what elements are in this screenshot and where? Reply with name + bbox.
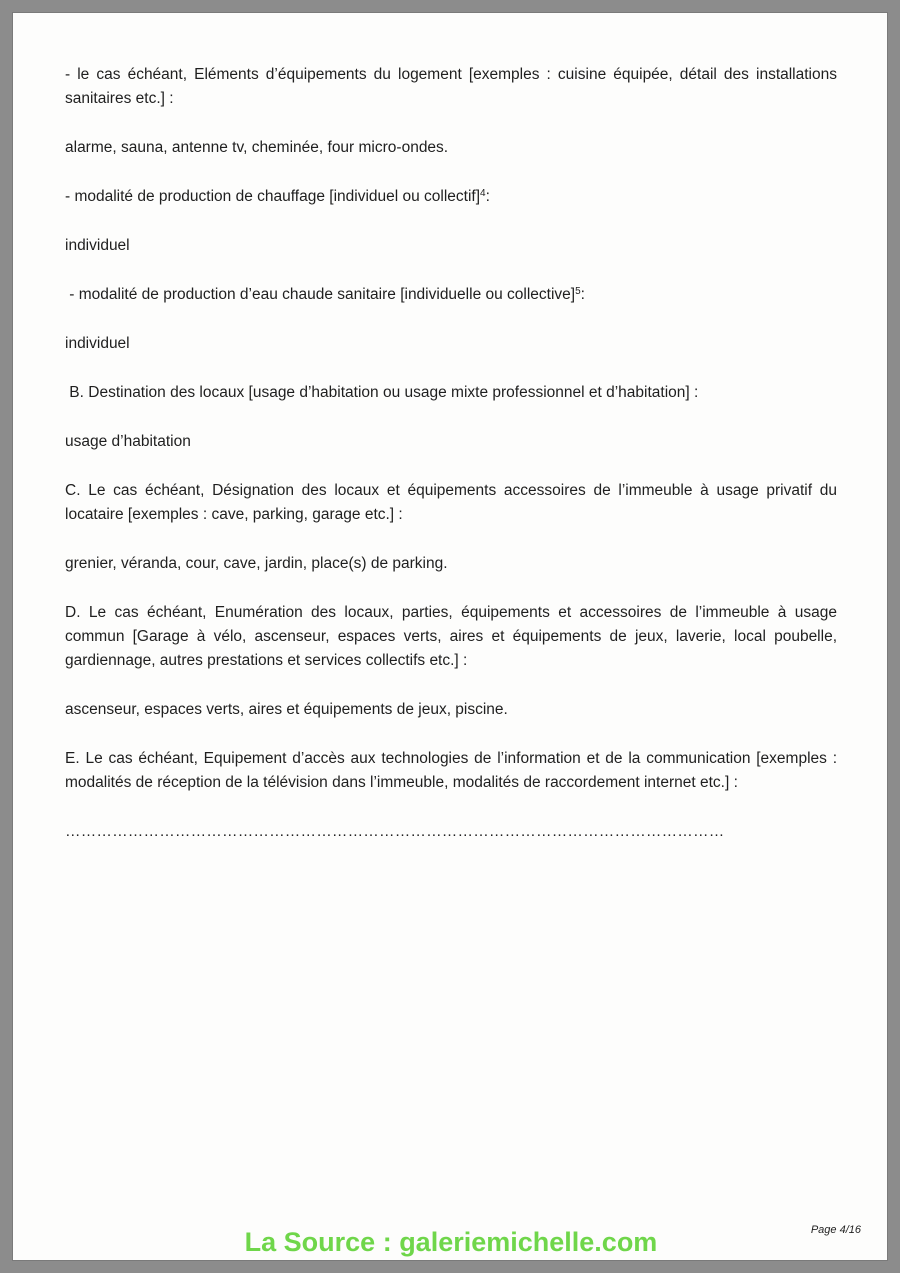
section-d-heading: D. Le cas échéant, Enumération des locaux, parties, équipements et accessoires de l’immeuble à usage commun [Garage à vélo, ascenseur, espaces verts, aires et équipements de jeux, laverie, local poubelle, gardiennage, autres prestations et services collectifs etc.] : [65, 604, 837, 669]
heating-paragraph [65, 185, 837, 209]
hot-water-colon: : [580, 286, 585, 303]
section-c-value: grenier, véranda, cour, cave, jardin, place(s) de parking. [65, 555, 448, 572]
source-watermark: La Source : galeriemichelle.com [244, 1227, 658, 1257]
document-page [12, 12, 888, 1261]
equipment-value: alarme, sauna, antenne tv, cheminée, four micro-ondes. [65, 139, 449, 156]
hot-water-value: individuel [65, 335, 130, 352]
footnote-ref-5: 5 [575, 286, 581, 297]
document-body [65, 63, 837, 844]
section-d-value: ascenseur, espaces verts, aires et équipements de jeux, piscine. [65, 701, 508, 718]
hot-water-paragraph [65, 283, 837, 307]
section-b-value: usage d’habitation [65, 433, 191, 450]
heating-label: - modalité de production de chauffage [individuel ou collectif] [65, 188, 481, 205]
section-e-heading: E. Le cas échéant, Equipement d’accès aux technologies de l’information et de la communication [exemples : modalités de réception de la télévision dans l’immeuble, modalités de raccordement internet etc.] : [65, 750, 837, 791]
equipment-paragraph: - le cas échéant, Eléments d’équipements du logement [exemples : cuisine équipée, détail des installations sanitaires etc.] : [65, 66, 837, 107]
heating-value: individuel [65, 237, 130, 254]
heating-colon: : [485, 188, 490, 205]
hot-water-label: - modalité de production d’eau chaude sanitaire [individuelle ou collective] [65, 286, 576, 303]
section-e-blank-line: ……………………………………………………………………………………………………………… [65, 823, 725, 840]
page-number: Page 4/16 [810, 1224, 861, 1236]
section-b-heading: B. Destination des locaux [usage d’habitation ou usage mixte professionnel et d’habitation] : [65, 384, 699, 401]
section-c-heading: C. Le cas échéant, Désignation des locaux et équipements accessoires de l’immeuble à usage privatif du locataire [exemples : cave, parking, garage etc.] : [65, 482, 837, 523]
footnote-ref-4: 4 [480, 188, 486, 199]
